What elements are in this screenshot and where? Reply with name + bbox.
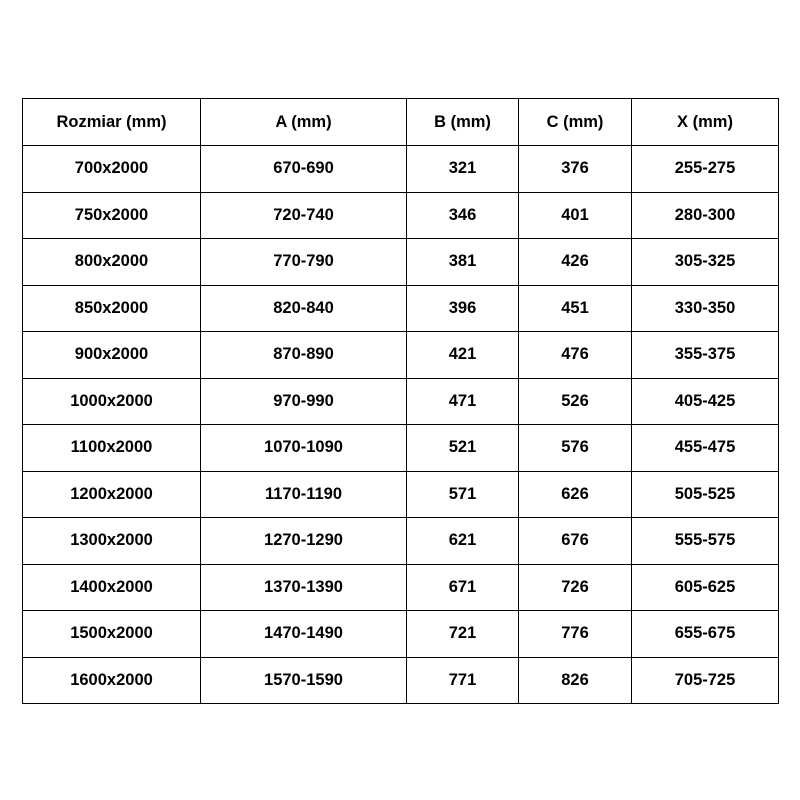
table-row [23, 332, 779, 379]
cell-size: 1200x2000 [23, 471, 201, 518]
table-row [23, 611, 779, 658]
cell-a: 1470-1490 [201, 611, 407, 658]
cell-c: 576 [519, 425, 632, 472]
table-row [23, 471, 779, 518]
spec-table-container [22, 98, 778, 704]
cell-a: 820-840 [201, 285, 407, 332]
cell-x: 505-525 [632, 471, 779, 518]
cell-b: 396 [407, 285, 519, 332]
cell-size: 1100x2000 [23, 425, 201, 472]
cell-x: 355-375 [632, 332, 779, 379]
cell-b: 771 [407, 657, 519, 704]
cell-x: 555-575 [632, 518, 779, 565]
cell-c: 476 [519, 332, 632, 379]
cell-a: 670-690 [201, 146, 407, 193]
cell-b: 571 [407, 471, 519, 518]
table-row [23, 192, 779, 239]
cell-a: 970-990 [201, 378, 407, 425]
cell-size: 900x2000 [23, 332, 201, 379]
cell-a: 1370-1390 [201, 564, 407, 611]
cell-b: 621 [407, 518, 519, 565]
cell-c: 401 [519, 192, 632, 239]
table-row [23, 657, 779, 704]
cell-a: 1070-1090 [201, 425, 407, 472]
cell-b: 421 [407, 332, 519, 379]
table-header-row [23, 99, 779, 146]
cell-c: 776 [519, 611, 632, 658]
cell-b: 521 [407, 425, 519, 472]
table-row [23, 239, 779, 286]
cell-x: 605-625 [632, 564, 779, 611]
column-header-a: A (mm) [201, 99, 407, 146]
table-row [23, 518, 779, 565]
cell-x: 405-425 [632, 378, 779, 425]
table-row [23, 378, 779, 425]
table-header [23, 99, 779, 146]
cell-x: 305-325 [632, 239, 779, 286]
cell-b: 471 [407, 378, 519, 425]
cell-a: 1170-1190 [201, 471, 407, 518]
dimensions-table [22, 98, 779, 704]
cell-b: 381 [407, 239, 519, 286]
column-header-size: Rozmiar (mm) [23, 99, 201, 146]
cell-x: 330-350 [632, 285, 779, 332]
table-row [23, 146, 779, 193]
cell-b: 721 [407, 611, 519, 658]
cell-b: 671 [407, 564, 519, 611]
cell-a: 1270-1290 [201, 518, 407, 565]
cell-c: 826 [519, 657, 632, 704]
table-body [23, 146, 779, 704]
cell-x: 655-675 [632, 611, 779, 658]
table-row [23, 564, 779, 611]
cell-x: 280-300 [632, 192, 779, 239]
cell-x: 255-275 [632, 146, 779, 193]
cell-size: 850x2000 [23, 285, 201, 332]
cell-size: 1500x2000 [23, 611, 201, 658]
column-header-x: X (mm) [632, 99, 779, 146]
cell-c: 451 [519, 285, 632, 332]
cell-b: 346 [407, 192, 519, 239]
cell-a: 770-790 [201, 239, 407, 286]
cell-c: 726 [519, 564, 632, 611]
cell-c: 676 [519, 518, 632, 565]
cell-x: 455-475 [632, 425, 779, 472]
cell-b: 321 [407, 146, 519, 193]
cell-c: 376 [519, 146, 632, 193]
cell-a: 870-890 [201, 332, 407, 379]
cell-size: 750x2000 [23, 192, 201, 239]
cell-size: 700x2000 [23, 146, 201, 193]
cell-size: 1600x2000 [23, 657, 201, 704]
cell-size: 800x2000 [23, 239, 201, 286]
cell-size: 1000x2000 [23, 378, 201, 425]
column-header-c: C (mm) [519, 99, 632, 146]
cell-a: 720-740 [201, 192, 407, 239]
cell-x: 705-725 [632, 657, 779, 704]
cell-c: 626 [519, 471, 632, 518]
cell-a: 1570-1590 [201, 657, 407, 704]
cell-size: 1400x2000 [23, 564, 201, 611]
cell-size: 1300x2000 [23, 518, 201, 565]
table-row [23, 285, 779, 332]
cell-c: 426 [519, 239, 632, 286]
table-row [23, 425, 779, 472]
column-header-b: B (mm) [407, 99, 519, 146]
cell-c: 526 [519, 378, 632, 425]
